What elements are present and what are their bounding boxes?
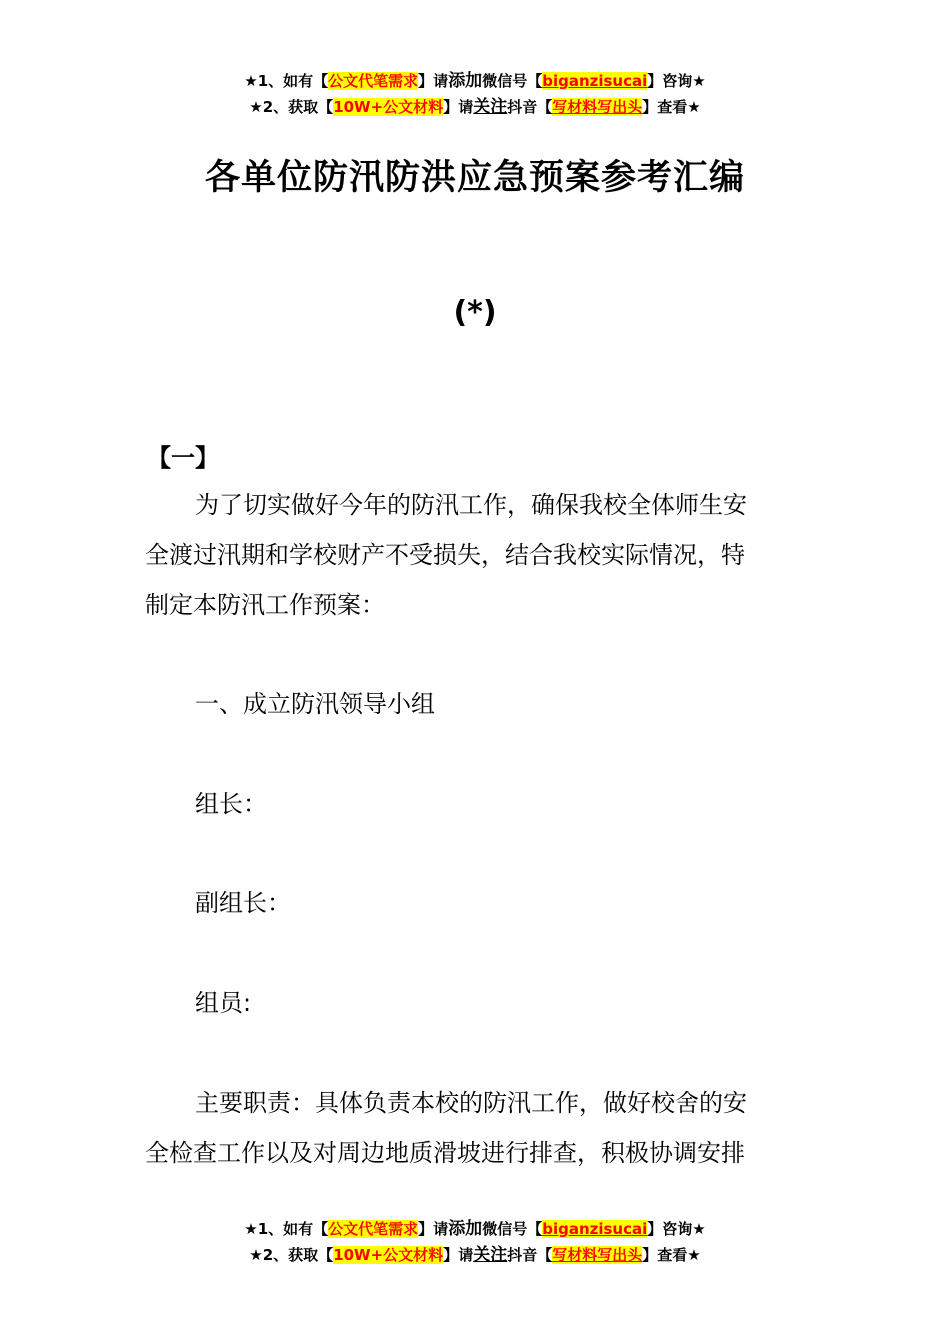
banner-highlight: 写材料写出头 bbox=[552, 98, 643, 116]
banner-line-1 bbox=[0, 68, 950, 94]
document-title: 各单位防汛防洪应急预案参考汇编 bbox=[204, 158, 745, 198]
banner-emphasis: 关注 bbox=[473, 97, 508, 117]
banner-emphasis: 添加 bbox=[448, 1219, 483, 1239]
leader-label: 组长： bbox=[195, 790, 267, 818]
banner-text: 】请 bbox=[443, 1246, 474, 1264]
banner-emphasis: 关注 bbox=[473, 1245, 508, 1265]
banner-emphasis: 添加 bbox=[448, 71, 483, 91]
leader-line bbox=[145, 779, 805, 829]
banner-highlight: 10W+公文材料 bbox=[333, 98, 444, 116]
paragraph-line: 主要职责：具体负责本校的防汛工作，做好校舍的安 bbox=[195, 1089, 747, 1117]
banner-text: 】查看★ bbox=[642, 98, 701, 116]
banner-highlight: 写材料写出头 bbox=[552, 1246, 643, 1264]
item-heading-text: 一、成立防汛领导小组 bbox=[195, 690, 435, 718]
banner-text: ★1、如有【 bbox=[244, 1220, 329, 1238]
banner-line-1 bbox=[0, 1216, 950, 1242]
banner-highlight: 10W+公文材料 bbox=[333, 1246, 444, 1264]
banner-text: 抖音【 bbox=[507, 98, 553, 116]
banner-text: ★2、获取【 bbox=[249, 98, 334, 116]
banner-text: 抖音【 bbox=[507, 1246, 553, 1264]
banner-text: 】请 bbox=[418, 1220, 449, 1238]
paragraph-line: 为了切实做好今年的防汛工作，确保我校全体师生安 bbox=[195, 491, 747, 519]
section-marker: (*) bbox=[453, 295, 497, 330]
banner-text: 微信号【 bbox=[482, 72, 543, 90]
intro-paragraph bbox=[145, 480, 805, 630]
banner-highlight: biganzisucai bbox=[542, 1220, 648, 1238]
banner-highlight: 公文代笔需求 bbox=[328, 72, 419, 90]
section-heading: 【一】 bbox=[147, 444, 219, 472]
banner-text: 】咨询★ bbox=[647, 1220, 706, 1238]
deputy-label: 副组长： bbox=[195, 889, 291, 917]
banner-text: ★1、如有【 bbox=[244, 72, 329, 90]
duty-paragraph bbox=[145, 1078, 805, 1178]
banner-line-2 bbox=[0, 1242, 950, 1268]
banner-line-2 bbox=[0, 94, 950, 120]
banner-text: 微信号【 bbox=[482, 1220, 543, 1238]
banner-text: ★2、获取【 bbox=[249, 1246, 334, 1264]
bottom-banner bbox=[0, 1216, 950, 1268]
paragraph-line: 全检查工作以及对周边地质滑坡进行排查，积极协调安排 bbox=[145, 1139, 745, 1167]
paragraph-line: 全渡过汛期和学校财产不受损失，结合我校实际情况，特 bbox=[145, 541, 745, 569]
deputy-line bbox=[145, 878, 805, 928]
top-banner bbox=[0, 68, 950, 120]
item-heading bbox=[145, 679, 805, 729]
banner-highlight: biganzisucai bbox=[542, 72, 648, 90]
banner-highlight: 公文代笔需求 bbox=[328, 1220, 419, 1238]
banner-text: 】请 bbox=[443, 98, 474, 116]
members-label: 组员: bbox=[195, 989, 252, 1017]
banner-text: 】请 bbox=[418, 72, 449, 90]
members-line bbox=[145, 978, 805, 1028]
paragraph-line: 制定本防汛工作预案： bbox=[145, 591, 385, 619]
banner-text: 】查看★ bbox=[642, 1246, 701, 1264]
banner-text: 】咨询★ bbox=[647, 72, 706, 90]
